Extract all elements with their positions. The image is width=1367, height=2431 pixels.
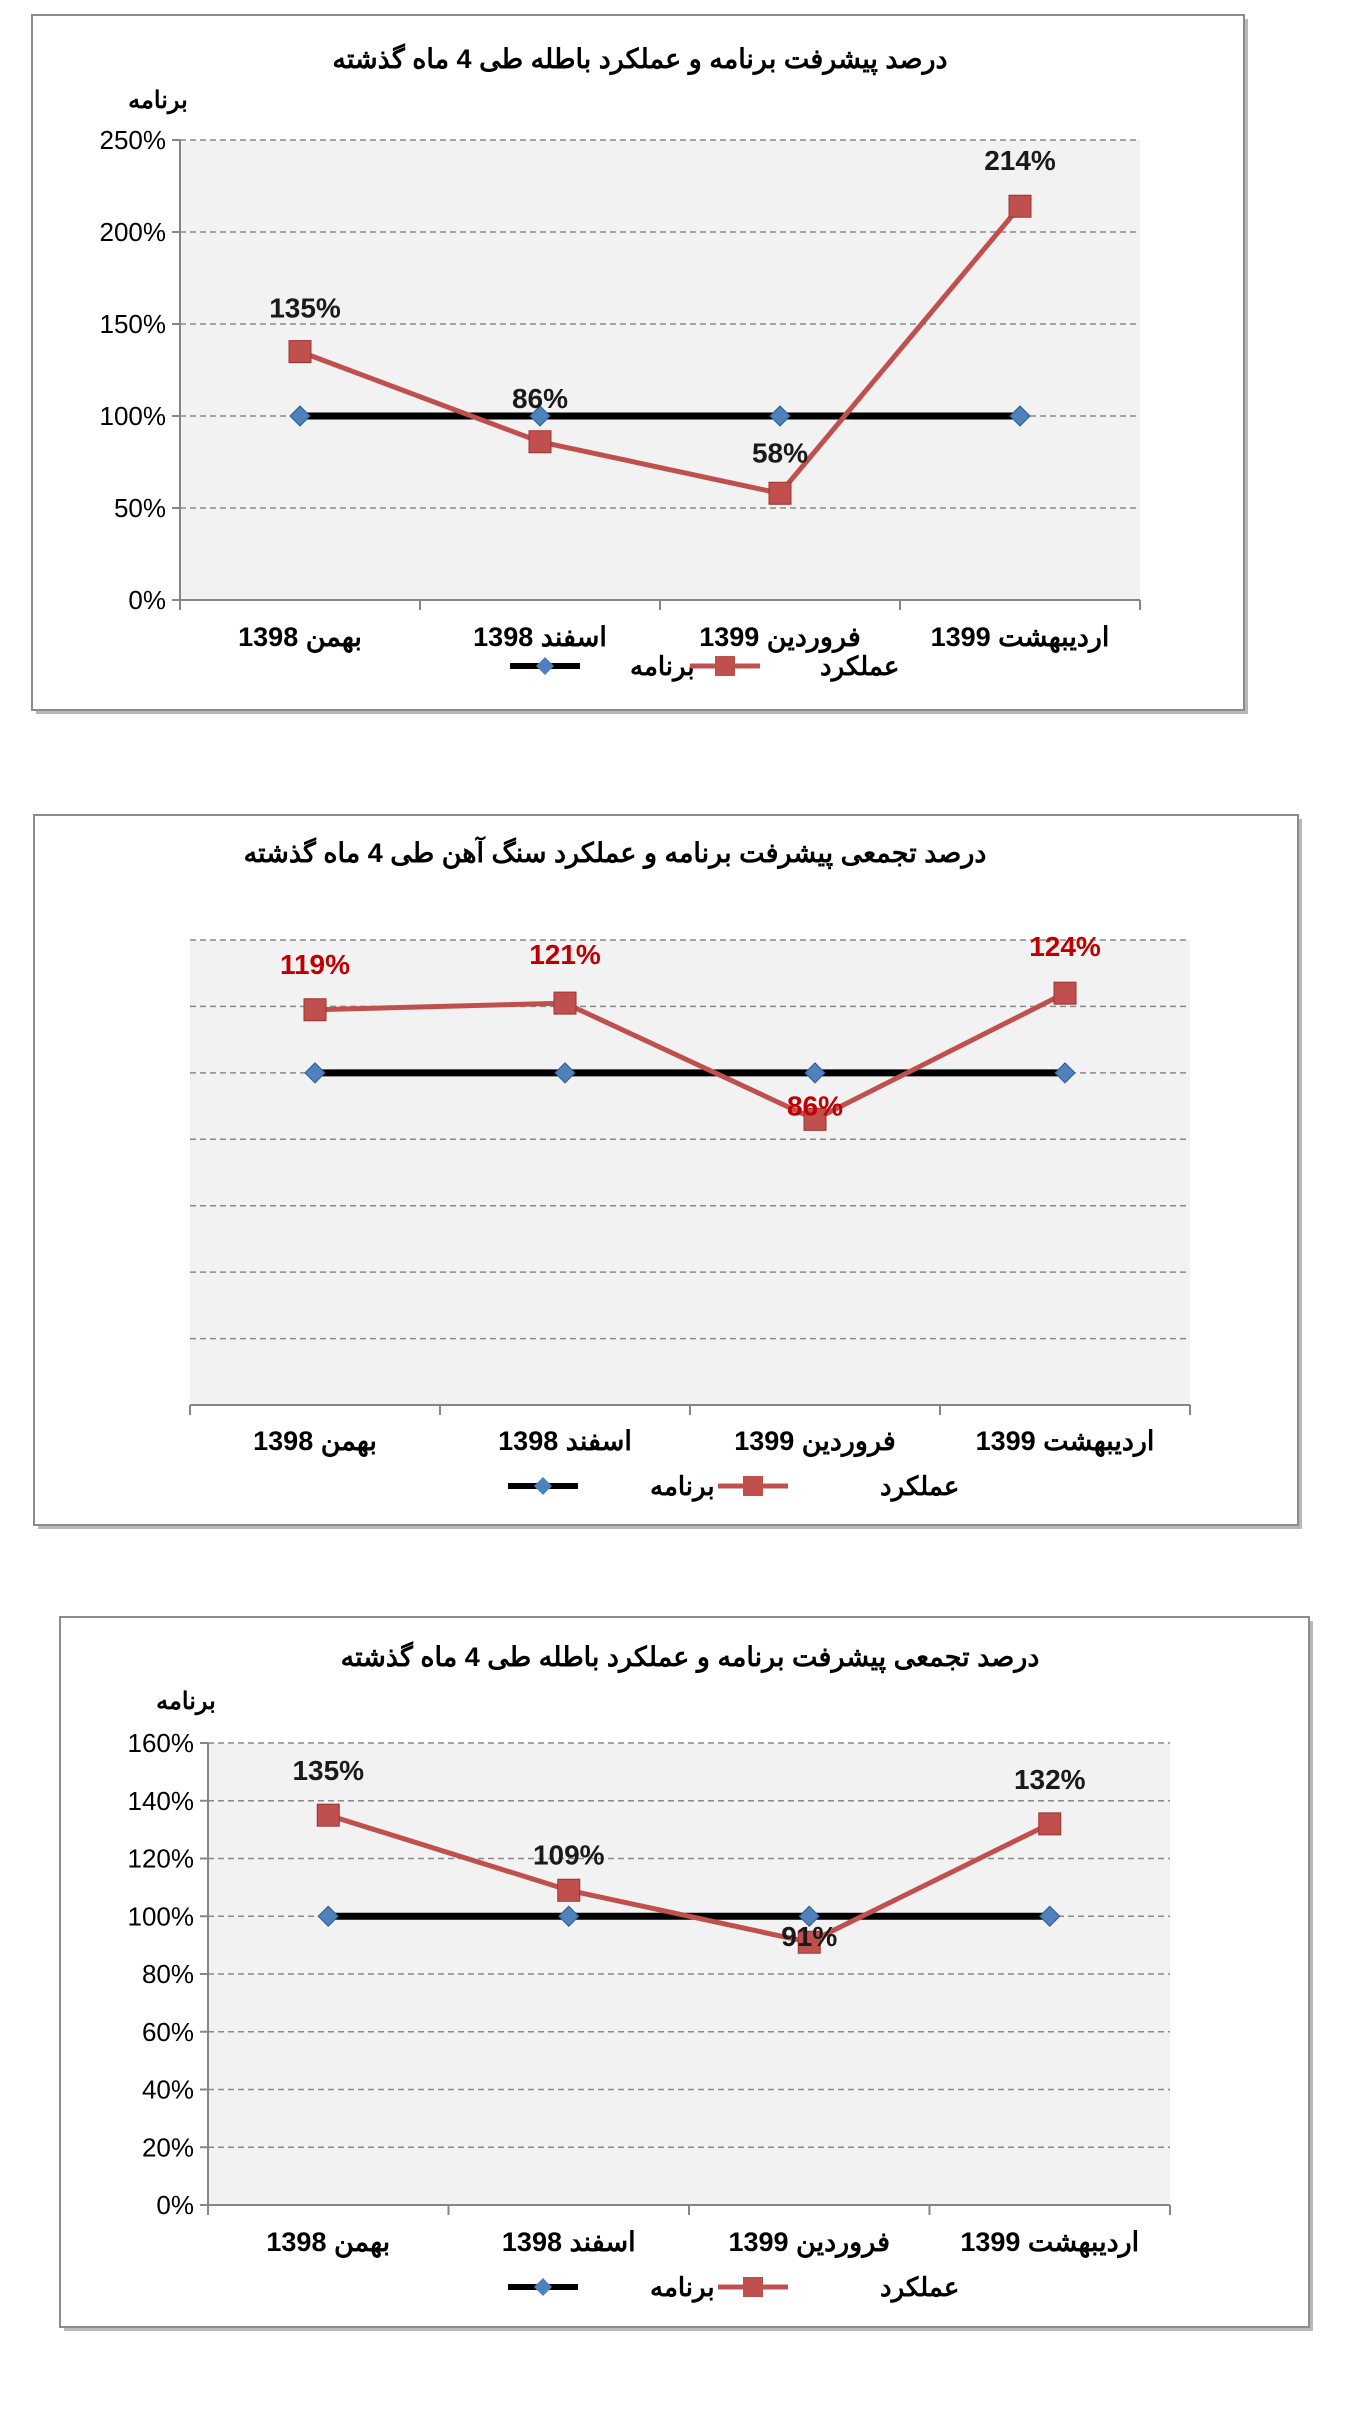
x-tick-label: اسفند 1398 — [501, 2227, 636, 2257]
chart-title: درصد پیشرفت برنامه و عملکرد باطله طی 4 ماه گذشته — [332, 44, 948, 74]
y-tick-label: 160% — [127, 1728, 194, 1758]
y-tick-label: 200% — [99, 217, 166, 247]
legend-label: برنامه — [650, 1471, 715, 1501]
data-label: 109% — [532, 1839, 605, 1871]
data-label: 86% — [511, 382, 569, 414]
data-label: 58% — [751, 437, 809, 469]
data-label: 135% — [292, 1755, 365, 1787]
legend-label: عملکرد — [820, 651, 900, 681]
data-label: 91% — [781, 1921, 838, 1953]
legend-label: عملکرد — [880, 2272, 960, 2302]
x-tick-label: اسفند 1398 — [473, 622, 607, 652]
x-tick-label: اسفند 1398 — [498, 1426, 632, 1456]
x-tick-label: اردیبهشت 1399 — [975, 1426, 1155, 1456]
x-tick-label: فروردین 1399 — [699, 622, 861, 652]
y-tick-label: 0% — [156, 2190, 194, 2220]
chart-title: درصد تجمعی پیشرفت برنامه و عملکرد سنگ آهن طی 4 ماه گذشته — [243, 838, 987, 868]
x-tick-label: بهمن 1398 — [238, 622, 362, 652]
legend-label: برنامه — [630, 651, 695, 681]
data-label: 121% — [529, 939, 601, 971]
y-axis-label: برنامه — [128, 87, 188, 114]
y-tick-label: 120% — [127, 1843, 194, 1874]
y-tick-label: 0% — [128, 585, 166, 615]
legend-marker — [743, 2277, 763, 2297]
y-tick-label: 60% — [141, 2016, 194, 2047]
legend-label: برنامه — [650, 2272, 715, 2302]
actual-point — [1039, 1813, 1061, 1835]
y-tick-label: 20% — [141, 2132, 194, 2163]
data-label: 214% — [984, 145, 1056, 177]
y-tick-label: 80% — [141, 1959, 194, 1989]
y-tick-label: 50% — [113, 493, 166, 523]
data-label: 86% — [786, 1090, 844, 1122]
y-tick-label: 150% — [99, 309, 166, 339]
data-label: 119% — [279, 948, 351, 980]
actual-point — [558, 1879, 580, 1901]
x-tick-label: بهمن 1398 — [253, 1426, 377, 1456]
y-tick-label: 100% — [99, 401, 166, 431]
legend-label: عملکرد — [880, 1471, 960, 1501]
x-tick-label: فروردین 1399 — [728, 2227, 891, 2257]
y-tick-label: 250% — [99, 125, 166, 155]
y-axis-label: برنامه — [156, 1688, 216, 1715]
x-tick-label: بهمن 1398 — [266, 2227, 391, 2257]
y-tick-label: 140% — [127, 1785, 194, 1816]
y-tick-label: 100% — [127, 1901, 194, 1932]
actual-point — [317, 1804, 339, 1826]
chart-title: درصد تجمعی پیشرفت برنامه و عملکرد باطله طی 4 ماه گذشته — [340, 1642, 1040, 1672]
data-label: 124% — [1029, 931, 1101, 963]
x-tick-label: اردیبهشت 1399 — [930, 622, 1110, 652]
x-tick-label: اردیبهشت 1399 — [960, 2227, 1140, 2257]
data-label: 135% — [269, 292, 341, 324]
data-label: 132% — [1013, 1763, 1086, 1795]
y-tick-label: 40% — [141, 2074, 194, 2105]
x-tick-label: فروردین 1399 — [734, 1426, 896, 1456]
